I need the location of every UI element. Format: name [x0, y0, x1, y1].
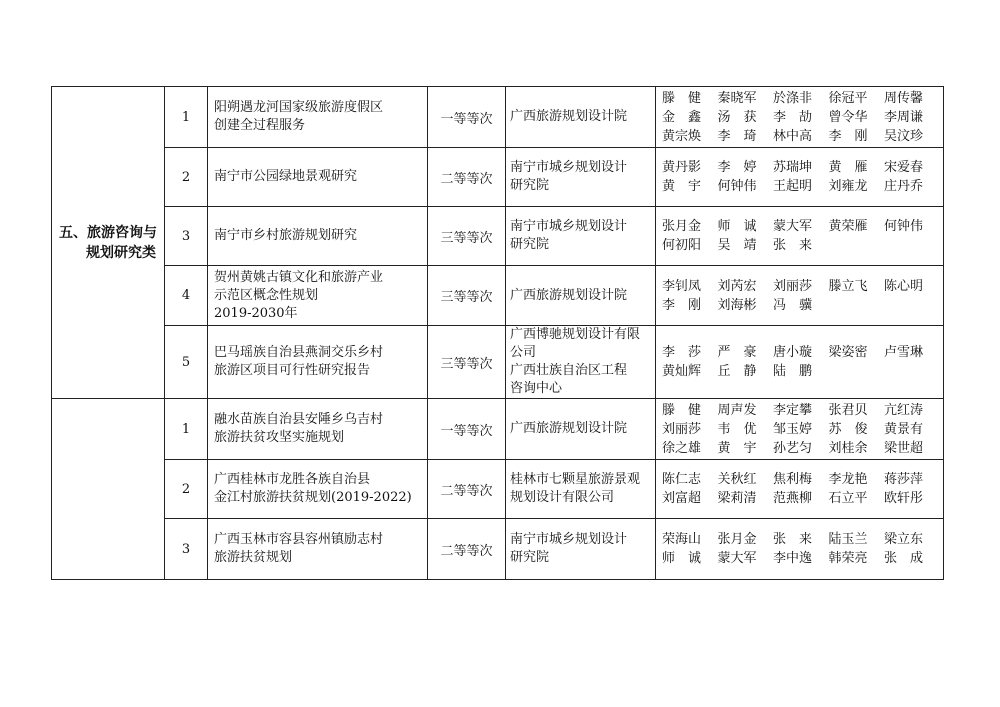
member-name: 吴 靖 — [717, 238, 757, 253]
row-number: 3 — [165, 207, 208, 266]
member-name: 李钊凤 — [662, 278, 702, 294]
member-name: 张 成 — [884, 551, 924, 566]
member-name: 韦 优 — [717, 421, 757, 437]
member-name: 汤 获 — [717, 109, 757, 125]
member-name: 金 鑫 — [662, 109, 702, 125]
member-name: 李 刚 — [662, 297, 702, 313]
award-level: 三等等次 — [428, 207, 506, 266]
organization-cell — [506, 460, 656, 519]
team-members-cell — [656, 399, 944, 460]
project-name-line: 创建全过程服务 — [214, 118, 306, 133]
organization-cell — [506, 87, 656, 148]
member-name: 林中高 — [773, 128, 813, 144]
project-name-cell — [208, 399, 428, 460]
member-name: 张君贝 — [828, 402, 868, 418]
organization-cell — [506, 148, 656, 207]
member-name: 於涤非 — [773, 90, 813, 106]
project-name-cell — [208, 326, 428, 399]
project-name-line: 广西玉林市容县容州镇励志村 — [214, 532, 384, 547]
team-members-cell — [656, 460, 944, 519]
member-name: 黄景有 — [884, 421, 924, 437]
project-name-line: 旅游扶贫攻坚实施规划 — [214, 430, 345, 445]
member-name: 滕 健 — [662, 402, 702, 418]
row-number: 2 — [165, 460, 208, 519]
member-name: 陈仁志 — [662, 472, 702, 487]
member-line — [662, 439, 943, 458]
member-name: 徐之雄 — [662, 440, 702, 456]
member-name: 梁世超 — [884, 440, 924, 456]
member-name: 何钟伟 — [884, 219, 924, 234]
table-row — [52, 207, 944, 266]
organization-line: 广西旅游规划设计院 — [510, 109, 628, 124]
team-members-cell — [656, 326, 944, 399]
member-name: 滕立飞 — [828, 278, 868, 294]
category-label: 规划研究类 — [86, 244, 156, 261]
team-members-cell — [656, 207, 944, 266]
organization-cell — [506, 207, 656, 266]
member-name: 苏 俊 — [828, 421, 868, 437]
member-name: 苏瑞坤 — [773, 160, 813, 175]
member-line — [662, 158, 943, 177]
member-name: 蒙大军 — [773, 219, 813, 234]
member-name: 梁立东 — [884, 532, 924, 547]
project-name-cell — [208, 148, 428, 207]
member-name: 陆 鹏 — [773, 364, 813, 379]
organization-line: 咨询中心 — [510, 381, 563, 396]
project-name-line: 巴马瑶族自治县燕洞交乐乡村 — [214, 345, 384, 360]
member-name: 李 莎 — [662, 345, 702, 360]
category-cell — [52, 399, 165, 580]
table-row — [52, 148, 944, 207]
organization-line: 研究院 — [510, 178, 550, 193]
member-line — [662, 236, 943, 255]
project-name-line: 阳朔遇龙河国家级旅游度假区 — [214, 100, 384, 115]
member-name: 黄 宇 — [717, 440, 757, 456]
member-name: 黄 雁 — [828, 160, 868, 175]
organization-line: 广西旅游规划设计院 — [510, 421, 628, 436]
member-name: 周传馨 — [884, 90, 924, 106]
member-name: 何初阳 — [662, 238, 702, 253]
member-name: 李 婷 — [717, 160, 757, 175]
organization-line: 公司 — [510, 345, 537, 360]
member-name: 荣海山 — [662, 532, 702, 547]
member-name: 吴汶珍 — [884, 128, 924, 144]
project-name-line: 旅游扶贫规划 — [214, 550, 293, 565]
member-line — [662, 177, 943, 196]
project-name-line: 广西桂林市龙胜各族自治县 — [214, 472, 371, 487]
member-name: 陈心明 — [884, 278, 924, 294]
award-level: 一等等次 — [428, 399, 506, 460]
member-name: 黄荣雁 — [828, 219, 868, 234]
member-name: 徐冠平 — [828, 90, 868, 106]
project-name-cell — [208, 460, 428, 519]
organization-line: 广西旅游规划设计院 — [510, 287, 628, 303]
member-name: 欧轩彤 — [884, 491, 924, 506]
member-name: 张月金 — [717, 532, 757, 547]
member-name: 周声发 — [717, 402, 757, 418]
row-number: 1 — [165, 87, 208, 148]
member-name: 严 豪 — [717, 345, 757, 360]
organization-line: 南宁市城乡规划设计 — [510, 160, 628, 175]
organization-line: 南宁市城乡规划设计 — [510, 219, 628, 234]
member-line — [662, 108, 943, 127]
organization-line: 规划设计有限公司 — [510, 490, 615, 505]
member-name: 黄 宇 — [662, 179, 702, 194]
member-name: 李周谦 — [884, 109, 924, 125]
member-name: 师 诚 — [717, 219, 757, 234]
member-name: 刘雍龙 — [828, 179, 868, 194]
member-line — [662, 530, 943, 549]
member-name: 焦利梅 — [773, 472, 813, 487]
row-number: 2 — [165, 148, 208, 207]
project-name-line: 融水苗族自治县安陲乡乌吉村 — [214, 412, 384, 427]
organization-line: 研究院 — [510, 237, 550, 252]
award-table — [51, 86, 944, 580]
project-name-line: 金江村旅游扶贫规划(2019-2022) — [214, 490, 412, 505]
member-name: 梁莉清 — [717, 491, 757, 506]
member-name: 刘海彬 — [717, 297, 757, 313]
team-members-cell — [656, 266, 944, 326]
project-name-cell — [208, 266, 428, 326]
member-name: 邹玉婷 — [773, 421, 813, 437]
member-name: 李 刚 — [828, 128, 868, 144]
table-row — [52, 266, 944, 326]
member-name: 黄灿辉 — [662, 364, 702, 379]
organization-line: 桂林市七颗星旅游景观 — [510, 472, 641, 487]
table-row — [52, 326, 944, 399]
member-name: 滕 健 — [662, 90, 702, 106]
organization-cell — [506, 266, 656, 326]
member-name: 师 诚 — [662, 551, 702, 566]
member-name: 张 来 — [773, 532, 813, 547]
member-name: 庄丹乔 — [884, 179, 924, 194]
project-name-line: 南宁市乡村旅游规划研究 — [214, 228, 358, 243]
member-name: 李 琦 — [717, 128, 757, 144]
member-line — [662, 89, 943, 108]
member-name: 唐小璇 — [773, 345, 813, 360]
member-name: 亢红涛 — [884, 402, 924, 418]
table-row — [52, 87, 944, 148]
member-line — [662, 127, 943, 146]
member-name: 范燕柳 — [773, 491, 813, 506]
member-name: 宋爱春 — [884, 160, 924, 175]
member-name: 蒙大军 — [717, 551, 757, 566]
award-level: 二等等次 — [428, 519, 506, 580]
team-members-cell — [656, 148, 944, 207]
member-name: 曾令华 — [828, 109, 868, 125]
member-name: 刘丽莎 — [662, 421, 702, 437]
member-line — [662, 362, 943, 381]
member-name: 卢雪琳 — [884, 345, 924, 360]
member-name: 刘芮宏 — [717, 278, 757, 294]
team-members-cell — [656, 87, 944, 148]
award-level: 一等等次 — [428, 87, 506, 148]
award-level: 二等等次 — [428, 148, 506, 207]
member-name: 刘丽莎 — [773, 278, 813, 294]
member-line — [662, 217, 943, 236]
member-name: 黄宗焕 — [662, 128, 702, 144]
row-number: 5 — [165, 326, 208, 399]
member-line — [662, 296, 943, 315]
member-name: 刘桂余 — [828, 440, 868, 456]
award-level: 三等等次 — [428, 266, 506, 326]
project-name-cell — [208, 519, 428, 580]
table-row — [52, 399, 944, 460]
team-members-cell — [656, 519, 944, 580]
member-name: 黄丹影 — [662, 160, 702, 175]
project-name-line: 南宁市公园绿地景观研究 — [214, 169, 358, 184]
award-level: 二等等次 — [428, 460, 506, 519]
member-line — [662, 489, 943, 508]
row-number: 1 — [165, 399, 208, 460]
organization-line: 广西壮族自治区工程 — [510, 363, 628, 378]
member-name: 蒋莎萍 — [884, 472, 924, 487]
member-name: 王起明 — [773, 179, 813, 194]
member-name: 丘 静 — [717, 364, 757, 379]
member-name: 梁姿密 — [828, 345, 868, 360]
organization-line: 研究院 — [510, 550, 550, 565]
member-name: 李中逸 — [773, 551, 813, 566]
member-name: 秦晓军 — [717, 90, 757, 106]
member-name: 李龙艳 — [828, 472, 868, 487]
member-line — [662, 277, 943, 296]
organization-cell — [506, 399, 656, 460]
member-name: 张月金 — [662, 219, 702, 234]
member-name: 李 劼 — [773, 109, 813, 125]
award-level: 三等等次 — [428, 326, 506, 399]
organization-cell — [506, 326, 656, 399]
category-cell — [52, 87, 165, 399]
project-name-line: 贺州黄姚古镇文化和旅游产业 — [214, 269, 384, 285]
row-number: 4 — [165, 266, 208, 326]
project-name-line: 旅游区项目可行性研究报告 — [214, 363, 371, 378]
category-label: 五、旅游咨询与 — [59, 224, 157, 241]
organization-line: 广西博驰规划设计有限 — [510, 327, 641, 342]
member-line — [662, 420, 943, 439]
member-name: 何钟伟 — [717, 179, 757, 194]
table-row — [52, 519, 944, 580]
project-name-line: 示范区概念性规划 — [214, 287, 319, 303]
member-line — [662, 343, 943, 362]
project-name-line: 2019-2030年 — [214, 305, 298, 321]
member-name: 冯 骥 — [773, 297, 813, 313]
member-name: 张 来 — [773, 238, 813, 253]
organization-line: 南宁市城乡规划设计 — [510, 532, 628, 547]
member-name: 陆玉兰 — [828, 532, 868, 547]
member-name: 刘富超 — [662, 491, 702, 506]
project-name-cell — [208, 87, 428, 148]
member-line — [662, 549, 943, 568]
member-name: 孙艺匀 — [773, 440, 813, 456]
member-line — [662, 401, 943, 420]
row-number: 3 — [165, 519, 208, 580]
member-name: 韩荣亮 — [828, 551, 868, 566]
member-name: 关秋红 — [717, 472, 757, 487]
member-line — [662, 470, 943, 489]
project-name-cell — [208, 207, 428, 266]
organization-cell — [506, 519, 656, 580]
table-row — [52, 460, 944, 519]
member-name: 李定攀 — [773, 402, 813, 418]
member-name: 石立平 — [828, 491, 868, 506]
